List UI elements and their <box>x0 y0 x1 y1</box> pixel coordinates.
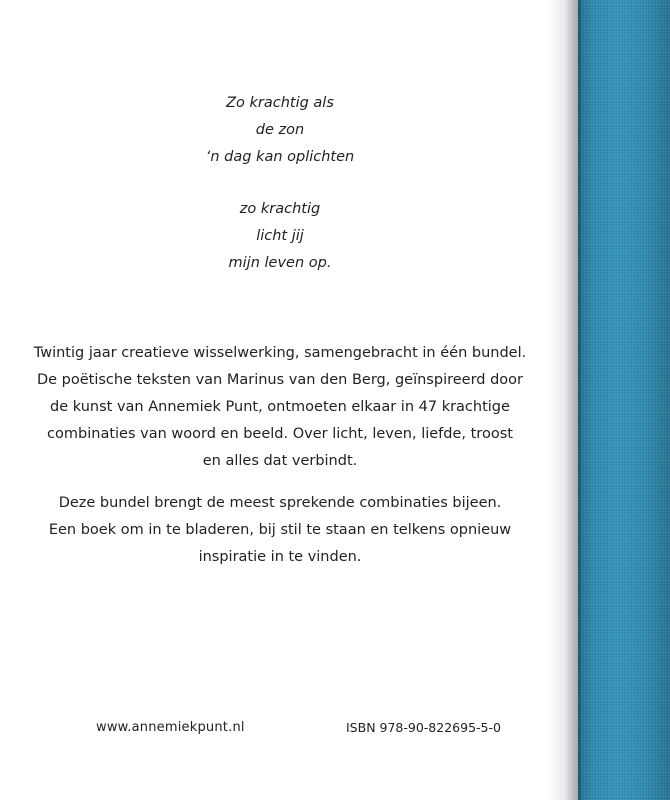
blurb-line: Deze bundel brengt de meest sprekende combinaties bijeen. <box>58 495 502 511</box>
poem-line: zo krachtig <box>239 201 321 217</box>
spine-shadow <box>548 0 578 800</box>
blurb-line: Twintig jaar creatieve wisselwerking, samengebracht in één bundel. <box>33 345 527 361</box>
blurb-line: en alles dat verbindt. <box>202 453 358 469</box>
poem <box>0 90 560 277</box>
poem-line: ‘n dag kan oplichten <box>205 149 355 165</box>
isbn-number: ISBN 978-90-822695-5-0 <box>346 720 501 735</box>
blurb-line: De poëtische teksten van Marinus van den Berg, geïnspireerd door <box>36 372 524 388</box>
poem-line: Zo krachtig als <box>226 95 334 111</box>
poem-line: licht jij <box>256 228 304 244</box>
blurb-line: Een boek om in te bladeren, bij stil te staan en telkens opnieuw <box>48 522 512 538</box>
poem-line: de zon <box>255 122 305 138</box>
poem-line: mijn leven op. <box>228 255 332 271</box>
blurb-line: combinaties van woord en beeld. Over licht, leven, liefde, troost <box>47 426 513 442</box>
book-spine <box>578 0 670 800</box>
website-url: www.annemiekpunt.nl <box>96 720 245 735</box>
spine-edge <box>578 0 581 800</box>
stanza-gap <box>0 171 560 196</box>
blurb-paragraph-1 <box>0 340 560 475</box>
blurb-line: inspiratie in te vinden. <box>198 549 362 565</box>
blurb-paragraph-2 <box>0 490 560 571</box>
blurb-line: de kunst van Annemiek Punt, ontmoeten elkaar in 47 krachtige <box>50 399 510 415</box>
